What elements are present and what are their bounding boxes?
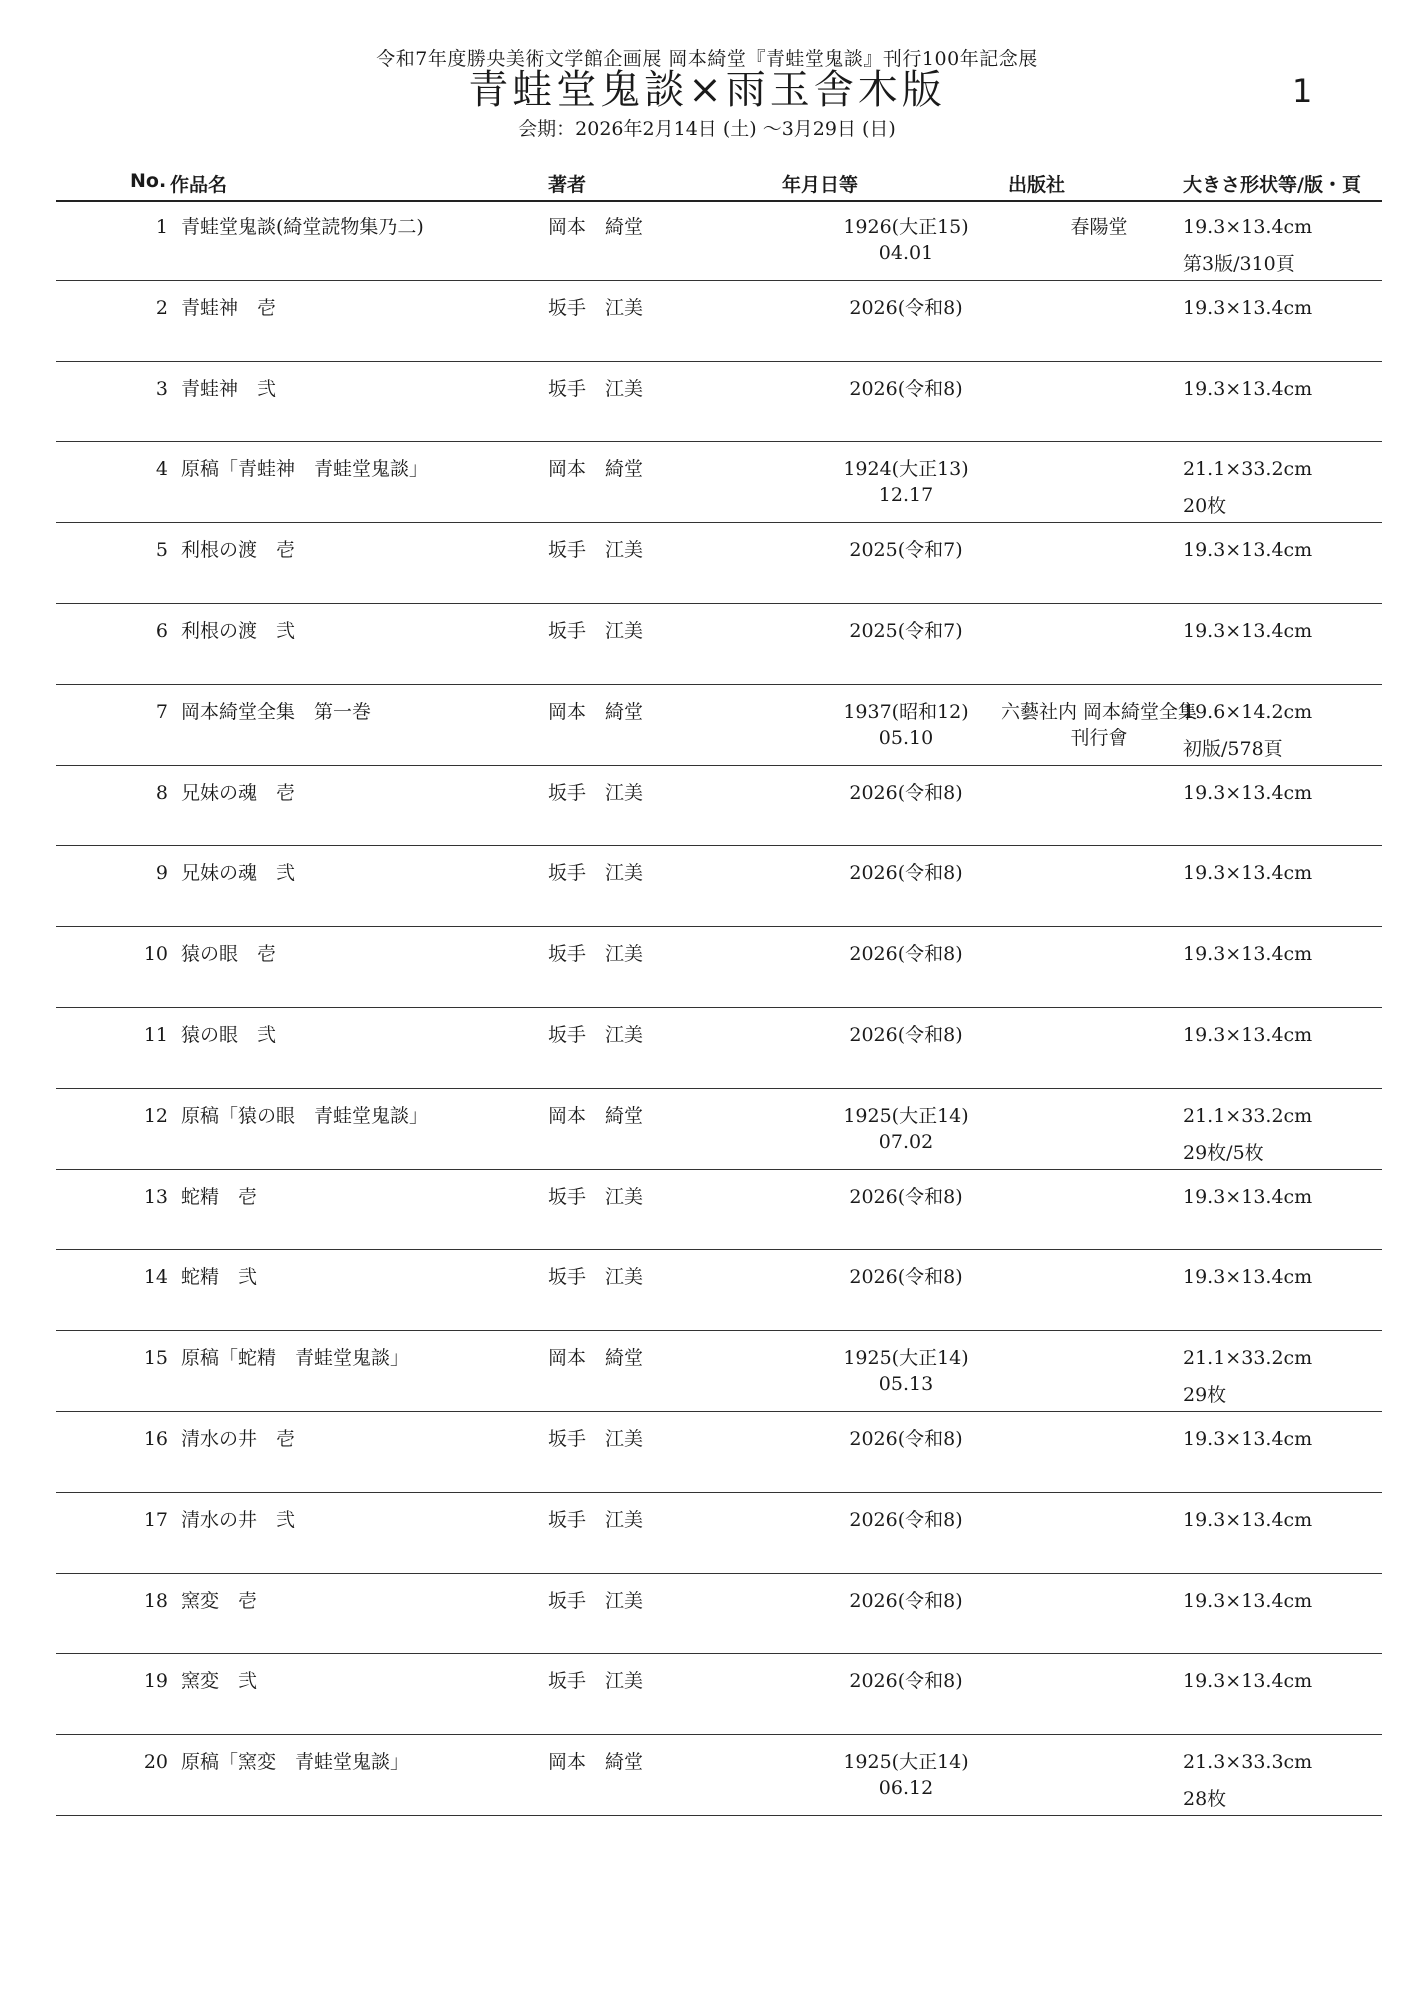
item-size-line: 19.3×13.4cm [1183, 1427, 1313, 1450]
item-date-line: 1926(大正15) [843, 216, 969, 238]
item-date [756, 618, 1056, 644]
item-date-line: 2026(令和8) [849, 1266, 963, 1289]
item-date [756, 1426, 1056, 1452]
item-author: 坂手 江美 [548, 1023, 644, 1046]
item-number: 3 [155, 377, 168, 400]
item-size-line: 初版/578頁 [1183, 737, 1283, 760]
item-author: 坂手 江美 [548, 1589, 644, 1612]
item-date [756, 941, 1056, 967]
item-author: 岡本 綺堂 [548, 458, 644, 481]
item-date-line: 2026(令和8) [849, 1023, 963, 1046]
item-publisher-line: 六藝社内 岡本綺堂全集 [1000, 700, 1198, 723]
item-date-line: 1937(昭和12) [843, 700, 969, 723]
item-date [756, 1345, 1056, 1397]
table-row [56, 927, 1382, 1008]
item-date [756, 376, 1056, 402]
item-size-line: 19.3×13.4cm [1183, 1670, 1313, 1693]
item-date-line: 2026(令和8) [849, 781, 963, 804]
item-title: 原稿「猿の眼 青蛙堂鬼談」 [181, 1104, 429, 1127]
item-size-line: 29枚/5枚 [1183, 1141, 1264, 1164]
item-date-line: 2026(令和8) [849, 862, 963, 885]
item-number: 1 [155, 216, 168, 238]
table-header [56, 166, 1382, 202]
table-row [56, 766, 1382, 847]
item-size-line: 21.3×33.3cm [1183, 1751, 1313, 1774]
item-author: 坂手 江美 [548, 1266, 644, 1289]
item-title: 猿の眼 弐 [181, 1023, 277, 1046]
item-size-line: 19.3×13.4cm [1183, 377, 1313, 400]
exhibition-subtitle: 令和7年度勝央美術文学館企画展 岡本綺堂『青蛙堂鬼談』刊行100年記念展 [376, 48, 1038, 70]
item-number: 15 [143, 1347, 168, 1370]
item-number: 6 [155, 619, 168, 642]
item-size [1183, 699, 1312, 762]
item-number: 10 [143, 943, 168, 966]
item-author: 坂手 江美 [548, 943, 644, 966]
item-title: 蛇精 壱 [181, 1185, 258, 1208]
item-date-line: 2026(令和8) [849, 943, 963, 966]
column-header-size: 大きさ形状等/版・頁 [1183, 174, 1361, 196]
item-number: 20 [143, 1751, 168, 1774]
item-number: 16 [143, 1427, 168, 1450]
item-number: 2 [155, 296, 168, 319]
item-number: 8 [155, 781, 168, 804]
item-date-line: 07.02 [878, 1130, 934, 1153]
item-date-line: 2026(令和8) [849, 1427, 963, 1450]
table-row [56, 1412, 1382, 1493]
item-date [756, 1022, 1056, 1048]
item-author: 岡本 綺堂 [548, 1104, 644, 1127]
item-title: 岡本綺堂全集 第一巻 [181, 700, 372, 723]
column-header-author: 著者 [548, 174, 587, 196]
item-size-line: 19.3×13.4cm [1183, 781, 1313, 804]
page-title: 青蛙堂鬼談×雨玉舎木版 [468, 67, 946, 113]
item-date [756, 456, 1056, 508]
item-date [756, 1507, 1056, 1533]
item-author: 坂手 江美 [548, 781, 644, 804]
item-author: 坂手 江美 [548, 1670, 644, 1693]
item-date-line: 06.12 [878, 1777, 934, 1800]
item-author: 坂手 江美 [548, 1185, 644, 1208]
item-size-line: 19.6×14.2cm [1183, 700, 1313, 723]
item-title: 青蛙堂鬼談(綺堂読物集乃二) [181, 216, 424, 238]
item-size [1183, 618, 1312, 644]
item-size-line: 21.1×33.2cm [1183, 1347, 1313, 1370]
item-title: 清水の井 弐 [181, 1508, 296, 1531]
table-row [56, 1008, 1382, 1089]
item-number: 12 [143, 1104, 168, 1127]
item-size [1183, 1426, 1312, 1452]
item-author: 坂手 江美 [548, 1508, 644, 1531]
catalog-table [56, 200, 1382, 1816]
item-author: 岡本 綺堂 [548, 1347, 644, 1370]
item-date-line: 2026(令和8) [849, 296, 963, 319]
item-date [756, 1184, 1056, 1210]
item-number: 18 [143, 1589, 168, 1612]
item-date-line: 2026(令和8) [849, 1670, 963, 1693]
item-size-line: 19.3×13.4cm [1183, 216, 1313, 238]
item-size-line: 19.3×13.4cm [1183, 943, 1313, 966]
item-size [1183, 1022, 1312, 1048]
item-size-line: 28枚 [1183, 1788, 1227, 1811]
item-title: 窯変 壱 [181, 1589, 258, 1612]
item-size [1183, 214, 1312, 277]
item-author: 坂手 江美 [548, 862, 644, 885]
item-date [756, 295, 1056, 321]
item-size-line: 19.3×13.4cm [1183, 1023, 1313, 1046]
item-date-line: 1925(大正14) [843, 1104, 969, 1127]
item-title: 兄妹の魂 弐 [181, 862, 296, 885]
item-date [756, 1103, 1056, 1155]
item-title: 清水の井 壱 [181, 1427, 296, 1450]
column-header-no: No. [130, 170, 167, 192]
item-publisher-line: 刊行會 [1070, 726, 1128, 749]
item-date [756, 537, 1056, 563]
item-date [756, 1668, 1056, 1694]
item-title: 兄妹の魂 壱 [181, 781, 296, 804]
item-title: 原稿「蛇精 青蛙堂鬼談」 [181, 1347, 410, 1370]
item-date-line: 04.01 [878, 242, 934, 264]
item-size [1183, 456, 1312, 519]
table-row [56, 846, 1382, 927]
item-date-line: 2026(令和8) [849, 1508, 963, 1531]
item-date [756, 1264, 1056, 1290]
table-row [56, 1493, 1382, 1574]
item-author: 坂手 江美 [548, 377, 644, 400]
table-row [56, 1331, 1382, 1412]
item-author: 岡本 綺堂 [548, 1751, 644, 1774]
item-publisher-line: 春陽堂 [1070, 216, 1128, 238]
item-number: 11 [143, 1023, 168, 1046]
item-size [1183, 860, 1312, 886]
table-row [56, 281, 1382, 362]
item-date-line: 1924(大正13) [843, 458, 969, 481]
item-title: 青蛙神 弐 [181, 377, 277, 400]
item-number: 13 [143, 1185, 168, 1208]
table-row [56, 523, 1382, 604]
item-size [1183, 1264, 1312, 1290]
item-size [1183, 1668, 1312, 1694]
item-date-line: 2025(令和7) [849, 539, 963, 562]
item-title: 蛇精 弐 [181, 1266, 258, 1289]
table-row [56, 1250, 1382, 1331]
item-size-line: 19.3×13.4cm [1183, 539, 1313, 562]
item-author: 坂手 江美 [548, 539, 644, 562]
table-row [56, 442, 1382, 523]
item-number: 4 [155, 458, 168, 481]
table-row [56, 685, 1382, 766]
column-header-title: 作品名 [170, 174, 228, 196]
item-number: 7 [155, 700, 168, 723]
table-row [56, 1089, 1382, 1170]
item-date-line: 1925(大正14) [843, 1751, 969, 1774]
item-title: 原稿「窯変 青蛙堂鬼談」 [181, 1751, 410, 1774]
item-size-line: 19.3×13.4cm [1183, 1266, 1313, 1289]
item-date-line: 2026(令和8) [849, 377, 963, 400]
item-size [1183, 1507, 1312, 1533]
item-size [1183, 1588, 1312, 1614]
item-author: 坂手 江美 [548, 1427, 644, 1450]
item-number: 14 [143, 1266, 168, 1289]
item-date-line: 1925(大正14) [843, 1347, 969, 1370]
item-number: 5 [155, 539, 168, 562]
item-size-line: 19.3×13.4cm [1183, 1508, 1313, 1531]
item-size [1183, 780, 1312, 806]
page-number: 1 [1292, 72, 1313, 110]
item-title: 青蛙神 壱 [181, 296, 277, 319]
item-date-line: 2026(令和8) [849, 1185, 963, 1208]
item-number: 17 [143, 1508, 168, 1531]
item-author: 岡本 綺堂 [548, 216, 644, 238]
item-author: 坂手 江美 [548, 619, 644, 642]
table-row [56, 1654, 1382, 1735]
item-size [1183, 1184, 1312, 1210]
item-date-line: 05.10 [878, 726, 934, 749]
item-title: 利根の渡 壱 [181, 539, 296, 562]
item-date-line: 05.13 [878, 1373, 934, 1396]
exhibition-dates: 会期：2026年2月14日 (土) ～3月29日 (日) [518, 118, 896, 140]
item-date [756, 1588, 1056, 1614]
column-header-publisher: 出版社 [1008, 174, 1066, 196]
item-size-line: 第3版/310頁 [1183, 253, 1295, 275]
item-size-line: 20枚 [1183, 495, 1227, 518]
item-size [1183, 1103, 1312, 1166]
item-date-line: 2025(令和7) [849, 619, 963, 642]
item-size [1183, 295, 1312, 321]
item-author: 坂手 江美 [548, 296, 644, 319]
item-title: 窯変 弐 [181, 1670, 258, 1693]
table-row [56, 1170, 1382, 1251]
item-size-line: 19.3×13.4cm [1183, 862, 1313, 885]
table-row [56, 1574, 1382, 1655]
item-date [756, 1749, 1056, 1801]
table-row [56, 362, 1382, 443]
item-size-line: 19.3×13.4cm [1183, 1589, 1313, 1612]
item-title: 原稿「青蛙神 青蛙堂鬼談」 [181, 458, 429, 481]
column-header-date: 年月日等 [782, 174, 859, 196]
table-row [56, 604, 1382, 685]
item-size-line: 19.3×13.4cm [1183, 1185, 1313, 1208]
item-size-line: 19.3×13.4cm [1183, 619, 1313, 642]
item-size-line: 21.1×33.2cm [1183, 458, 1313, 481]
item-title: 利根の渡 弐 [181, 619, 296, 642]
item-size [1183, 537, 1312, 563]
table-row [56, 1735, 1382, 1816]
item-date-line: 2026(令和8) [849, 1589, 963, 1612]
item-title: 猿の眼 壱 [181, 943, 277, 966]
item-size [1183, 941, 1312, 967]
item-number: 19 [143, 1670, 168, 1693]
item-size [1183, 1345, 1312, 1408]
item-size [1183, 376, 1312, 402]
table-row [56, 200, 1382, 281]
item-size-line: 21.1×33.2cm [1183, 1104, 1313, 1127]
item-author: 岡本 綺堂 [548, 700, 644, 723]
item-size-line: 19.3×13.4cm [1183, 296, 1313, 319]
item-size [1183, 1749, 1312, 1812]
item-size-line: 29枚 [1183, 1384, 1227, 1407]
item-number: 9 [155, 862, 168, 885]
item-date-line: 12.17 [878, 484, 934, 507]
item-date [756, 780, 1056, 806]
item-date [756, 860, 1056, 886]
